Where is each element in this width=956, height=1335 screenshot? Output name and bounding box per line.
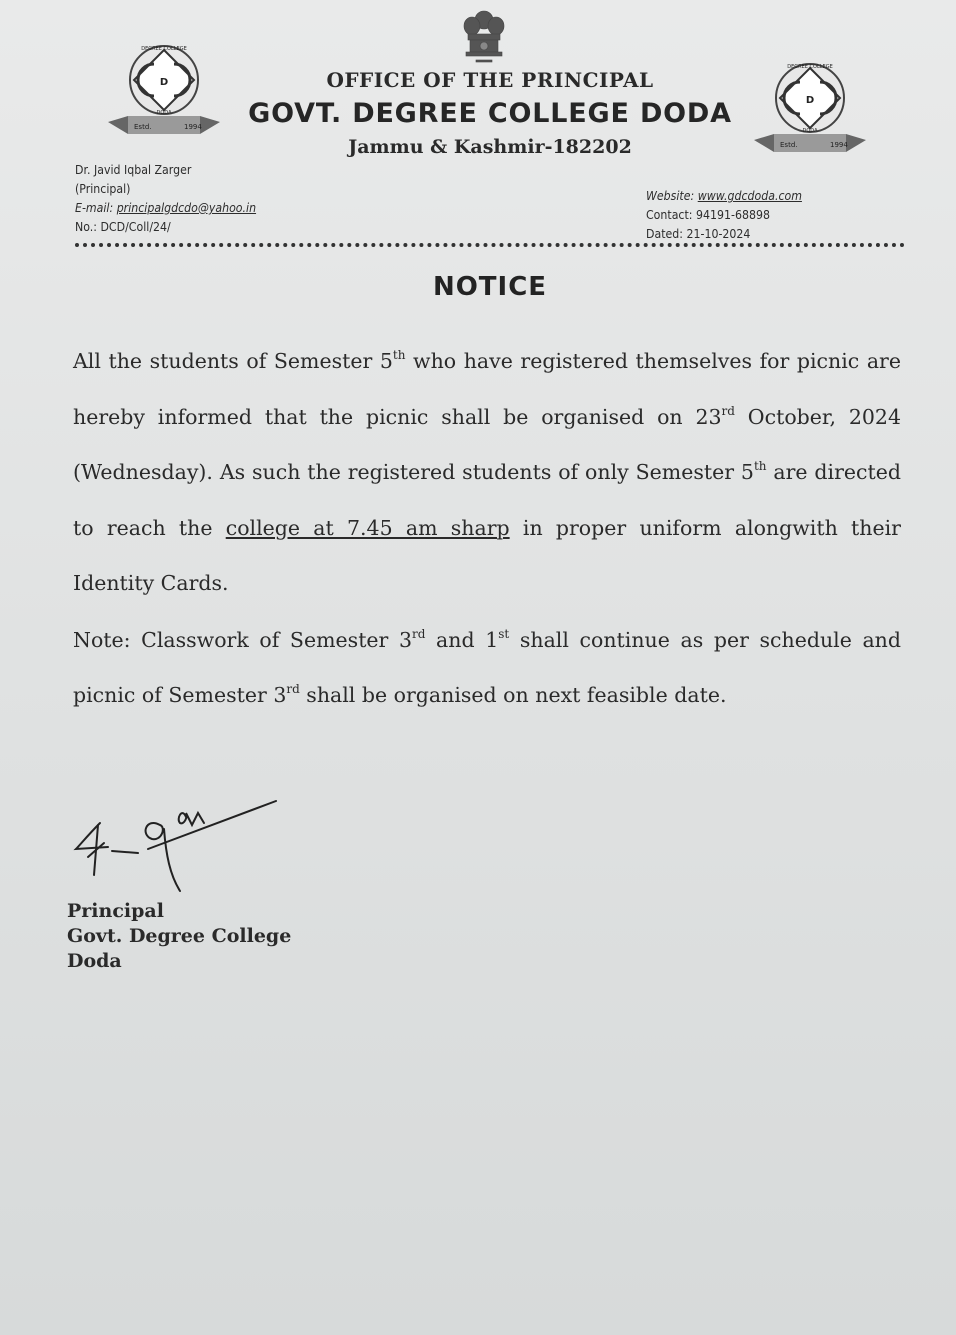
notice-note (73, 613, 901, 724)
website-link[interactable]: www.gdcdoda.com (697, 188, 802, 203)
contact-info (646, 186, 802, 243)
reference-number: No.: DCD/Coll/24/ (75, 219, 171, 234)
svg-text:D: D (805, 95, 815, 106)
superscript: th (753, 459, 767, 473)
svg-text:DODA: DODA (156, 110, 172, 116)
email-label: E-mail: (75, 200, 114, 215)
college-name: GOVT. DEGREE COLLEGE DODA (248, 98, 732, 129)
email-link[interactable]: principalgdcdo@yahoo.in (116, 200, 257, 215)
website-line (646, 186, 802, 205)
superscript: rd (721, 403, 735, 418)
office-heading: OFFICE OF THE PRINCIPAL (326, 68, 654, 92)
svg-text:DEGREE COLLEGE: DEGREE COLLEGE (787, 64, 833, 70)
text-segment: shall be organised on next feasible date. (299, 683, 727, 707)
reporting-time: college at 7.45 am sharp (225, 515, 510, 540)
sender-info (75, 160, 256, 236)
principal-designation: (Principal) (75, 181, 131, 196)
notice-body (73, 334, 901, 724)
email-line (75, 198, 256, 217)
superscript: st (498, 626, 510, 641)
notice-title: NOTICE (432, 272, 548, 302)
text-segment: shall continue as per schedule and picnic of Semester 3 (73, 627, 901, 707)
contact-number: Contact: 94191-68898 (646, 207, 770, 222)
text-segment: All the students of Semester 5 (73, 349, 393, 373)
text-segment: are directed to reach the (73, 460, 901, 540)
superscript: rd (286, 682, 300, 696)
signature-icon (68, 795, 288, 895)
svg-text:1994: 1994 (184, 123, 202, 131)
text-segment: Note: Classwork of Semester 3 (73, 627, 413, 652)
superscript: th (392, 348, 406, 362)
svg-text:Estd.: Estd. (780, 141, 798, 149)
text-segment: October, 2024 (Wednesday). As such the registered students of only Semester 5 (73, 404, 902, 484)
college-address: Jammu & Kashmir-182202 (348, 136, 632, 158)
national-emblem-icon (456, 8, 512, 66)
svg-text:Estd.: Estd. (134, 123, 152, 131)
notice-date: Dated: 21-10-2024 (646, 226, 751, 241)
principal-name: Dr. Javid Iqbal Zarger (75, 162, 192, 177)
svg-text:D: D (159, 77, 169, 88)
notice-paragraph (73, 334, 901, 612)
superscript: rd (412, 626, 426, 641)
website-label: Website: (646, 188, 695, 203)
signatory-block (67, 899, 291, 974)
signatory-title: Principal (67, 900, 164, 922)
text-segment: in proper uniform alongwith their Identity Cards. (73, 515, 901, 595)
header-divider (75, 243, 905, 247)
signatory-college: Govt. Degree College (67, 925, 292, 947)
signatory-place: Doda (67, 950, 122, 972)
text-segment: who have registered themselves for picnic are hereby informed that the picnic shall be organised on 23 (73, 349, 901, 429)
text-segment: and 1 (425, 627, 499, 652)
svg-text:1994: 1994 (830, 141, 848, 149)
svg-text:DODA: DODA (802, 128, 818, 134)
svg-text:DEGREE COLLEGE: DEGREE COLLEGE (141, 46, 187, 52)
